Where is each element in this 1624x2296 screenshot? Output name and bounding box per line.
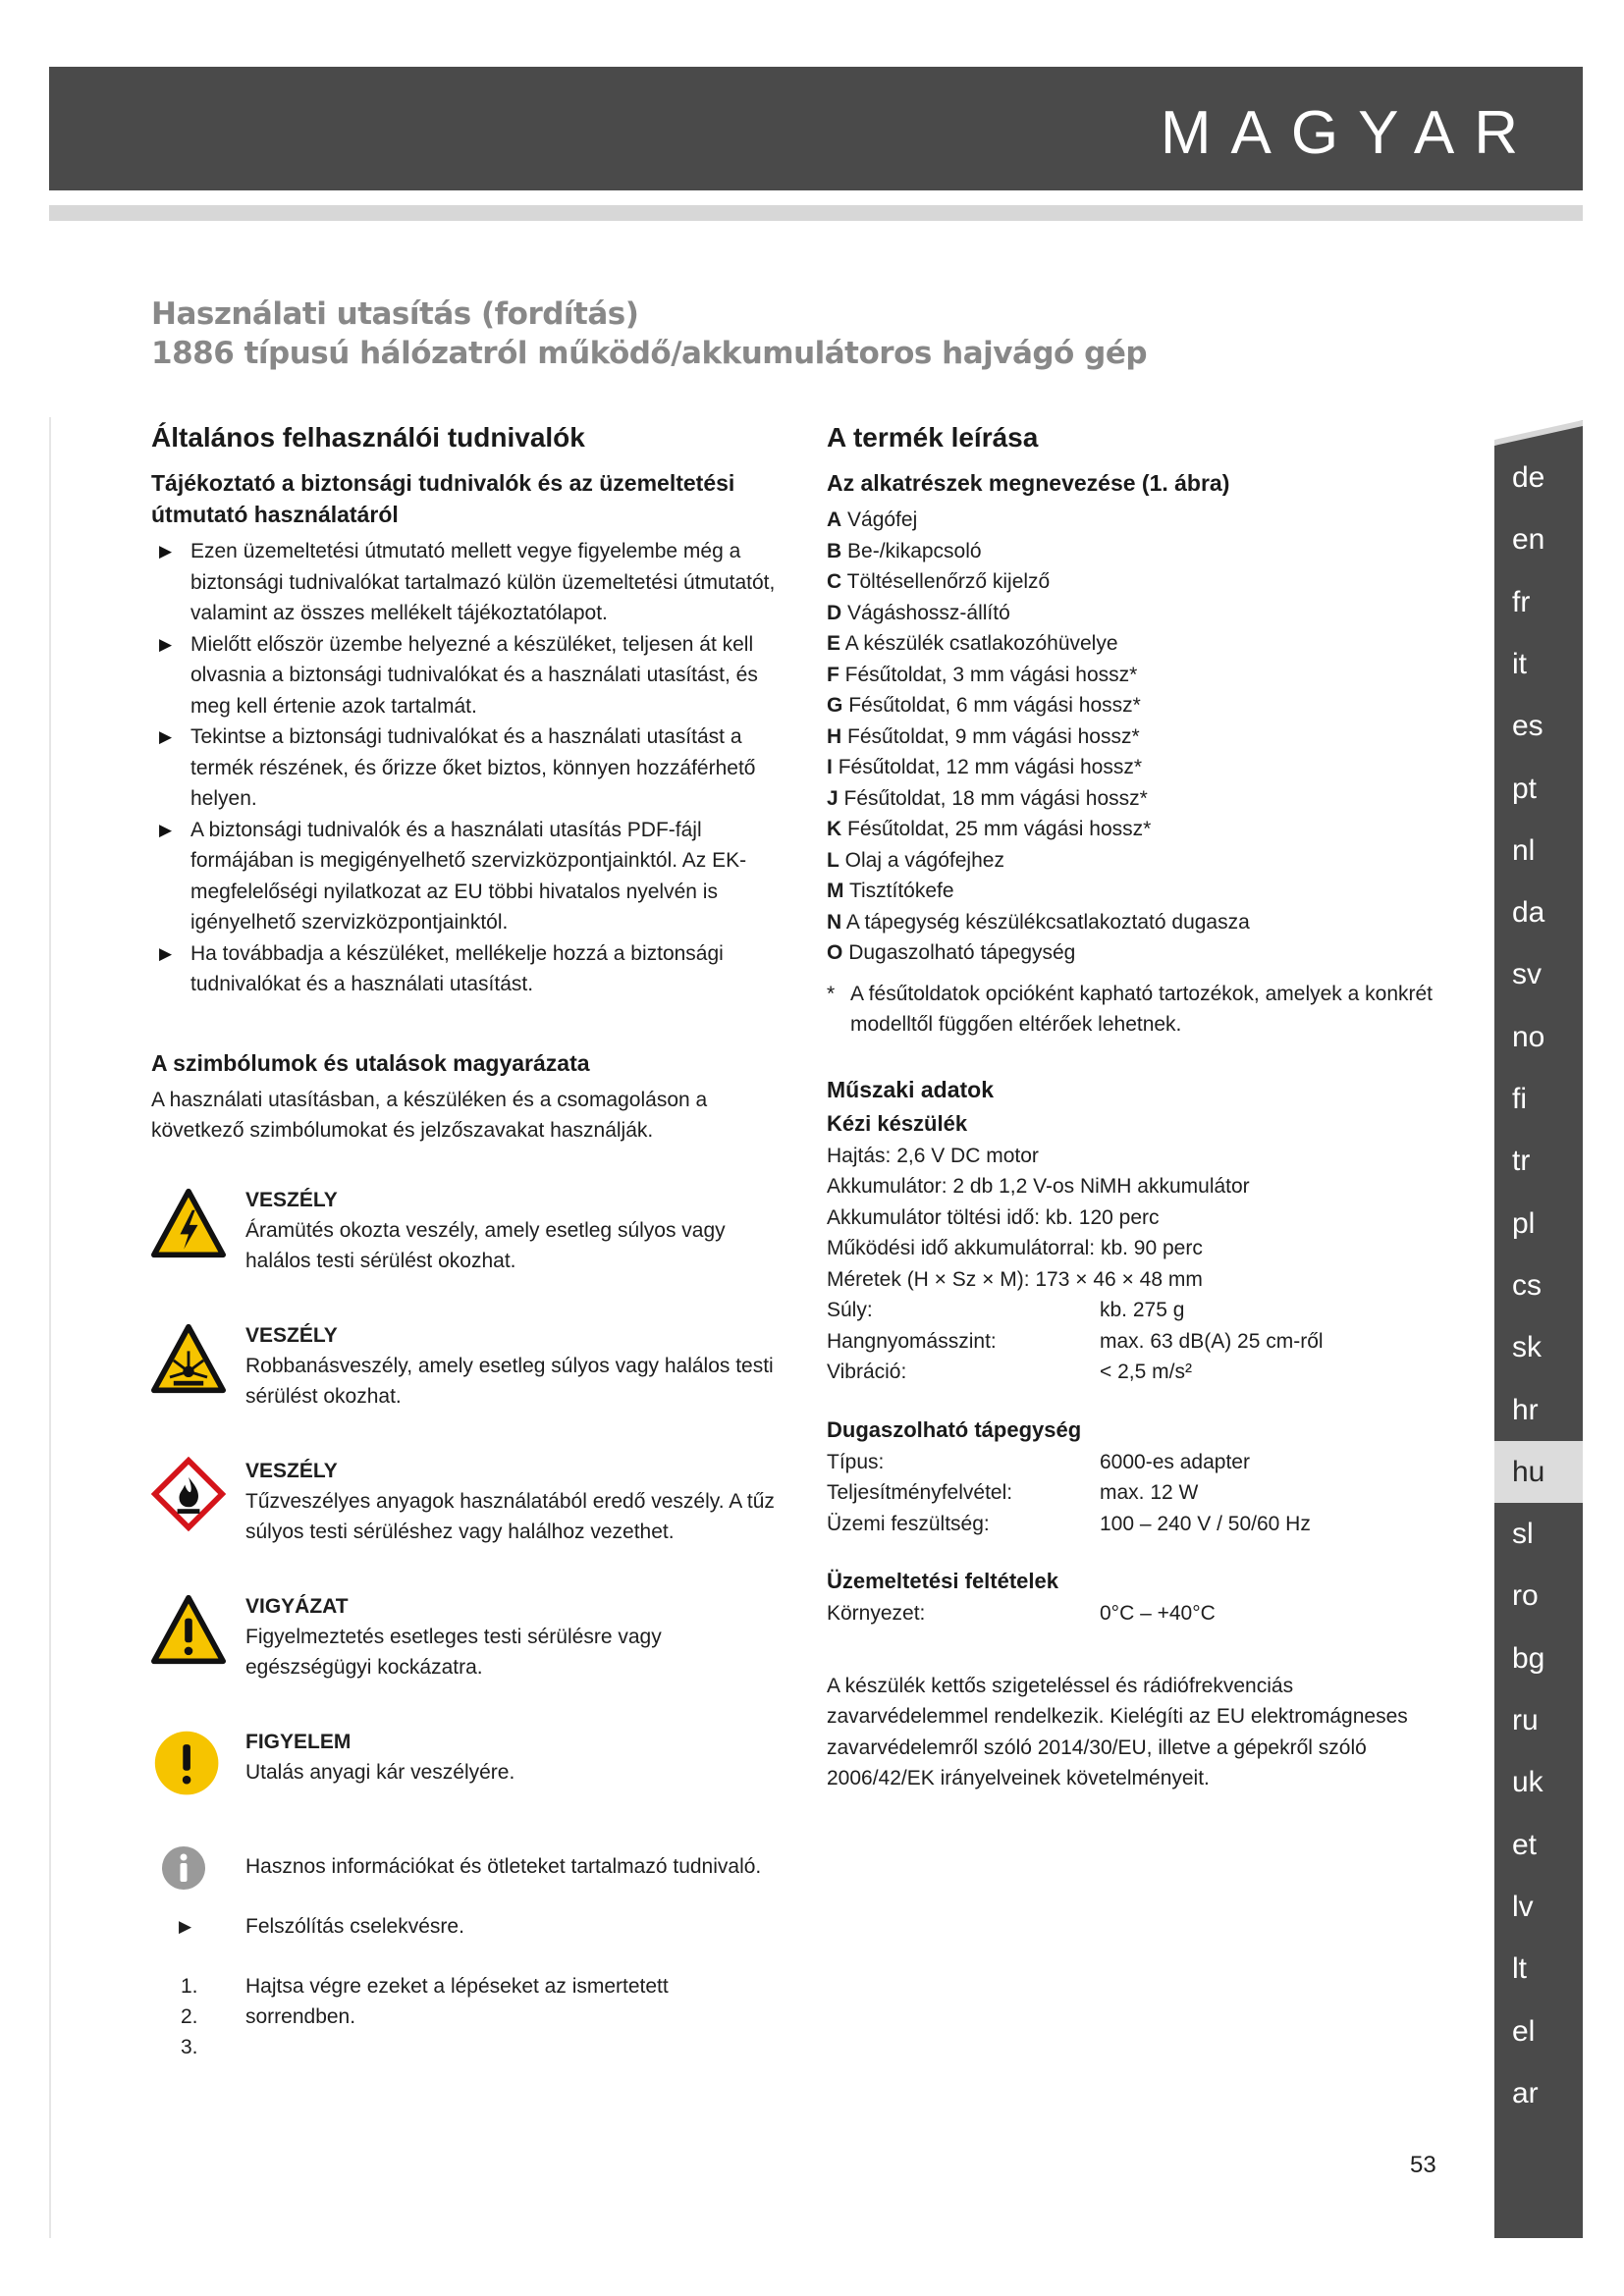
language-tab-fr[interactable]: fr — [1512, 585, 1531, 618]
language-tab-fi[interactable]: fi — [1512, 1083, 1527, 1115]
list-item: ▶ Tekintse a biztonsági tudnivalókat és a használati utasítást a termék részének, és őrizze őket biztos, könnyen hozzáférhető helyen. — [151, 721, 780, 815]
list-item: B Be-/kikapcsoló — [827, 539, 982, 562]
list-item: ▶ Ha továbbadja a készüléket, mellékelje hozzá a biztonsági tudnivalókat és a használati utasítást. — [151, 938, 780, 1000]
language-tab-en[interactable]: en — [1512, 523, 1545, 557]
info-entry — [151, 1851, 780, 1882]
language-tab-ro[interactable]: ro — [1512, 1579, 1539, 1613]
general-subheading: Tájékoztató a biztonsági tudnivalók és az üzemeltetési útmutató használatáról — [151, 470, 735, 527]
language-tab-ru[interactable]: ru — [1512, 1704, 1539, 1736]
list-item: E A készülék csatlakozóhüvelye — [827, 632, 1118, 655]
symbol-entry — [151, 1592, 780, 1682]
language-tab-da[interactable]: da — [1512, 896, 1545, 930]
symbol-description: Tűzveszélyes anyagok használatából eredő veszély. A tűz súlyos testi sérüléshez vagy halálhoz vezethet. — [245, 1489, 775, 1543]
explosion-warning-icon — [151, 1321, 226, 1396]
page-number: 53 — [1410, 2152, 1436, 2178]
language-tab-hr[interactable]: hr — [1512, 1393, 1539, 1426]
language-tab-pl[interactable]: pl — [1512, 1206, 1536, 1240]
list-item: L Olaj a vágófejhez — [827, 848, 1004, 872]
signal-word: VIGYÁZAT — [245, 1594, 349, 1618]
spec-row: Környezet: 0°C – +40°C — [827, 1602, 1216, 1625]
symbol-description: Utalás anyagi kár veszélyére. — [245, 1760, 515, 1784]
language-tab-el[interactable]: el — [1512, 2014, 1536, 2048]
steps-entry — [151, 1971, 780, 2058]
step-number: 1. — [181, 1974, 198, 1998]
signal-word: VESZÉLY — [245, 1459, 338, 1482]
spec-row: Üzemi feszültség: 100 – 240 V / 50/60 Hz — [827, 1512, 1311, 1535]
list-item: J Fésűtoldat, 18 mm vágási hossz* — [827, 786, 1148, 810]
symbol-entry — [151, 1321, 780, 1412]
symbol-description: Figyelmeztetés esetleges testi sérülésre vagy egészségügyi kockázatra. — [245, 1625, 662, 1679]
product-heading: A termék leírása — [827, 422, 1039, 453]
document-title-line2: 1886 típusú hálózatról működő/akkumulátoros hajvágó gép — [151, 336, 1148, 371]
list-item: ▶ Ezen üzemeltetési útmutató mellett vegye figyelembe még a biztonsági tudnivalókat tartalmazó külön üzemeltetési útmutatót, valamint az összes mellékelt tájékoztatólapot. — [151, 536, 780, 629]
language-tab-lv[interactable]: lv — [1512, 1890, 1534, 1923]
language-tab-uk[interactable]: uk — [1512, 1766, 1543, 1799]
info-icon — [161, 1845, 206, 1891]
symbol-description: Robbanásveszély, amely esetleg súlyos vagy halálos testi sérülést okozhat. — [245, 1354, 774, 1408]
symbols-heading: A szimbólumok és utalások magyarázata — [151, 1049, 590, 1076]
action-arrow-icon: ▶ — [159, 943, 173, 963]
language-tab-tr[interactable]: tr — [1512, 1145, 1531, 1178]
footnote-text: A fésűtoldatok opcióként kapható tartozékok, amelyek a konkrét modelltől függően eltérőek lehetnek. — [850, 982, 1434, 1036]
language-tab-es[interactable]: es — [1512, 710, 1543, 743]
header-banner — [49, 67, 1583, 190]
flammable-hazard-icon — [151, 1457, 226, 1531]
action-arrow-icon: ▶ — [159, 542, 173, 561]
language-tab-pt[interactable]: pt — [1512, 772, 1538, 805]
symbol-entry — [151, 1728, 780, 1806]
symbols-section — [151, 1047, 780, 2058]
general-heading: Általános felhasználói tudnivalók — [151, 422, 585, 453]
list-item: ▶ Mielőtt először üzembe helyezné a készüléket, teljesen át kell olvasnia a biztonsági tudnivalókat és a használati utasítást, és meg kell értenie azok tartalmát. — [151, 629, 780, 722]
action-arrow-icon: ▶ — [159, 727, 173, 746]
language-tab-lt[interactable]: lt — [1512, 1952, 1527, 1986]
left-column — [151, 422, 780, 2058]
list-item: O Dugaszolható tápegység — [827, 941, 1076, 964]
symbol-entry — [151, 1457, 780, 1547]
symbol-entry — [151, 1186, 780, 1276]
tech-specs — [827, 1074, 1455, 1794]
list-item: I Fésűtoldat, 12 mm vágási hossz* — [827, 756, 1142, 778]
language-tab-bg[interactable]: bg — [1512, 1641, 1545, 1675]
spec-row: Típus: 6000-es adapter — [827, 1450, 1250, 1473]
tech-heading: Műszaki adatok — [827, 1076, 994, 1102]
spec-line: Akkumulátor töltési idő: kb. 120 perc — [827, 1205, 1160, 1229]
list-item: N A tápegység készülékcsatlakoztató dugasza — [827, 910, 1250, 934]
left-margin-rule — [49, 417, 51, 2238]
signal-word: VESZÉLY — [245, 1323, 338, 1347]
language-tab-et[interactable]: et — [1512, 1828, 1538, 1861]
spec-line: Működési idő akkumulátorral: kb. 90 perc — [827, 1237, 1203, 1259]
list-item: D Vágáshossz-állító — [827, 601, 1010, 624]
list-item: C Töltésellenőrző kijelző — [827, 570, 1051, 593]
parts-subheading: Az alkatrészek megnevezése (1. ábra) — [827, 470, 1230, 496]
list-item: F Fésűtoldat, 3 mm vágási hossz* — [827, 663, 1138, 686]
step-numbers — [181, 1971, 198, 2062]
general-list — [151, 536, 780, 1000]
list-item: ▶ A biztonsági tudnivalók és a használati utasítás PDF-fájl formájában is megigényelhető szervizközpontjainktól. Az EK-megfelelőségi nyilatkozat az EU többi hivatalos nyelvén is igényelhető szervizközpontjainktól. — [151, 815, 780, 938]
info-text: Hasznos információkat és ötleteket tartalmazó tudnivaló. — [245, 1854, 762, 1878]
language-tab-nl[interactable]: nl — [1512, 833, 1536, 867]
language-tab-de[interactable]: de — [1512, 461, 1545, 494]
language-tab-no[interactable]: no — [1512, 1020, 1545, 1053]
footnote-mark: * — [827, 982, 836, 1005]
operating-conditions — [827, 1569, 1455, 1629]
action-text: Felszólítás cselekvésre. — [245, 1914, 464, 1938]
language-tab-sl[interactable]: sl — [1512, 1518, 1534, 1551]
document-title-line1: Használati utasítás (fordítás) — [151, 296, 639, 332]
language-index-tab — [1494, 447, 1583, 2238]
signal-word: FIGYELEM — [245, 1730, 352, 1753]
language-tab-ar[interactable]: ar — [1512, 2076, 1539, 2109]
symbols-intro: A használati utasításban, a készüléken és a csomagoláson a következő szimbólumokat és jelzőszavakat használják. — [151, 1088, 708, 1142]
language-tab-hu[interactable]: hu — [1494, 1441, 1583, 1503]
list-item: G Fésűtoldat, 6 mm vágási hossz* — [827, 694, 1141, 717]
language-title: MAGYAR — [1160, 99, 1538, 167]
action-entry — [151, 1911, 780, 1942]
conditions-heading: Üzemeltetési feltételek — [827, 1569, 1058, 1593]
handheld-heading: Kézi készülék — [827, 1110, 968, 1136]
action-arrow-icon: ▶ — [159, 634, 173, 654]
header-stripe — [49, 205, 1583, 221]
general-warning-icon — [151, 1592, 226, 1667]
right-column — [827, 422, 1455, 1794]
symbol-description: Áramütés okozta veszély, amely esetleg súlyos vagy halálos testi sérülést okozhat. — [245, 1218, 726, 1272]
language-tab-sk[interactable]: sk — [1512, 1331, 1542, 1364]
steps-text: Hajtsa végre ezeket a lépéseket az ismertetett sorrendben. — [245, 1974, 669, 2028]
step-number: 2. — [181, 2004, 198, 2028]
spec-line: Méretek (H × Sz × M): 173 × 46 × 48 mm — [827, 1267, 1203, 1291]
action-arrow-icon: ▶ — [159, 820, 173, 839]
list-item: A Vágófej — [827, 508, 918, 531]
parts-list — [827, 505, 1455, 969]
spec-row: Hangnyomásszint: max. 63 dB(A) 25 cm-ről — [827, 1329, 1324, 1353]
power-heading: Dugaszolható tápegység — [827, 1416, 1082, 1442]
spec-row: Vibráció: < 2,5 m/s² — [827, 1361, 1192, 1383]
list-item: H Fésűtoldat, 9 mm vágási hossz* — [827, 724, 1140, 748]
spec-line: Akkumulátor: 2 db 1,2 V-os NiMH akkumulátor — [827, 1175, 1250, 1198]
spec-row: Teljesítményfelvétel: max. 12 W — [827, 1481, 1199, 1504]
language-tab-it[interactable]: it — [1512, 647, 1527, 680]
spec-row: Súly: kb. 275 g — [827, 1299, 1185, 1321]
attention-icon — [151, 1728, 226, 1802]
language-tab-sv[interactable]: sv — [1512, 958, 1542, 991]
symbols-list — [151, 1186, 780, 2058]
spec-line: Hajtás: 2,6 V DC motor — [827, 1144, 1039, 1167]
signal-word: VESZÉLY — [245, 1188, 338, 1211]
language-tab-cs[interactable]: cs — [1512, 1268, 1542, 1302]
step-number: 3. — [181, 2035, 198, 2058]
electric-shock-warning-icon — [151, 1186, 226, 1260]
power-supply-specs — [827, 1417, 1455, 1540]
parts-footnote — [827, 979, 1455, 1041]
document-title — [151, 294, 1329, 373]
action-arrow-icon: ▶ — [179, 1916, 192, 1936]
list-item: M Tisztítókefe — [827, 880, 954, 902]
compliance-note: A készülék kettős szigeteléssel és rádiófrekvenciás zavarvédelemmel rendelkezik. Kielégíti az EU elektromágneses zavarvédelemről szóló 2014/30/EU, illetve a gépekről szóló 2006/42/EK irányelveinek követelményeit. — [827, 1674, 1408, 1789]
list-item: K Fésűtoldat, 25 mm vágási hossz* — [827, 818, 1152, 840]
